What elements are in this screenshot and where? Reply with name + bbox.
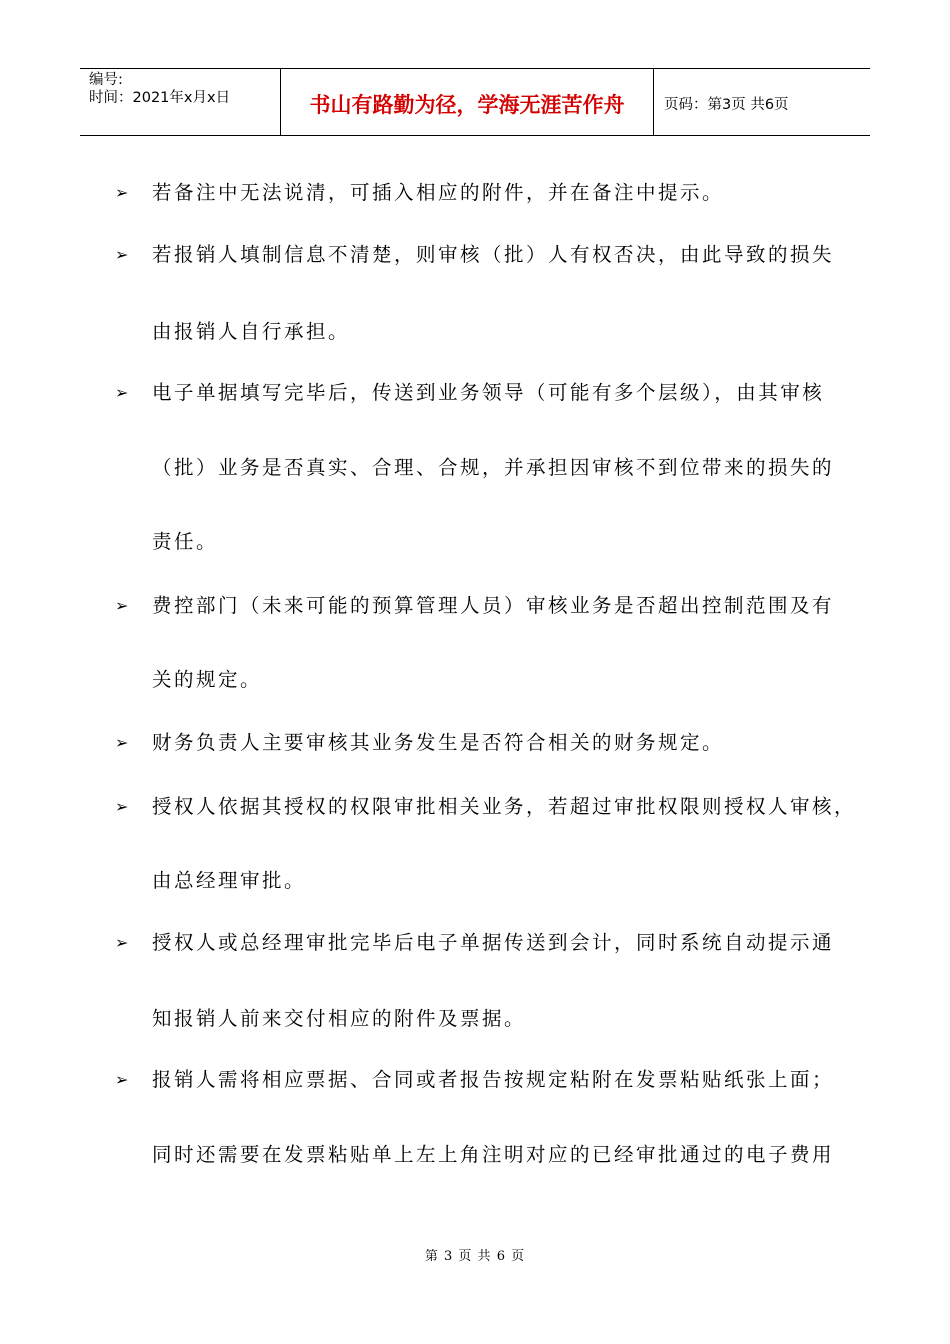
paragraph-line: 若报销人填制信息不清楚，则审核（批）人有权否决，由此导致的损失 (152, 243, 835, 266)
paragraph-line: 由总经理审批。 (152, 869, 307, 892)
paragraph-line: （批）业务是否真实、合理、合规，并承担因审核不到位带来的损失的 (152, 456, 835, 479)
time-label: 时间：2021年x月x日 (89, 90, 231, 106)
paragraph-line: 授权人依据其授权的权限审批相关业务，若超过审批权限则授权人审核， (152, 795, 857, 818)
number-label: 编号: (89, 72, 123, 88)
paragraph-line: 电子单据填写完毕后，传送到业务领导（可能有多个层级），由其审核 (152, 381, 825, 404)
paragraph-line: 关的规定。 (152, 668, 263, 691)
paragraph-line: 若备注中无法说清，可插入相应的附件，并在备注中提示。 (152, 181, 725, 204)
paragraph-line: 财务负责人主要审核其业务发生是否符合相关的财务规定。 (152, 731, 725, 754)
bullet-icon: ➢ (115, 183, 129, 202)
page-info-cell (654, 69, 870, 135)
bullet-icon: ➢ (115, 933, 129, 952)
motto-text: 书山有路勤为径，学海无涯苦作舟 (309, 93, 625, 117)
bullet-icon: ➢ (115, 797, 129, 816)
motto-cell (281, 69, 654, 135)
paragraph-line: 费控部门（未来可能的预算管理人员）审核业务是否超出控制范围及有 (152, 594, 835, 617)
paragraph-line: 报销人需将相应票据、合同或者报告按规定粘附在发票粘贴纸张上面； (152, 1068, 835, 1091)
page-info-text: 页码：第3页 共6页 (664, 96, 789, 113)
paragraph-line: 同时还需要在发票粘贴单上左上角注明对应的已经审批通过的电子费用 (152, 1143, 835, 1166)
page-footer (0, 1245, 950, 1264)
paragraph-line: 由报销人自行承担。 (152, 320, 351, 343)
paragraph-line: 知报销人前来交付相应的附件及票据。 (152, 1007, 527, 1030)
paragraph-line: 责任。 (152, 530, 219, 553)
bullet-icon: ➢ (115, 733, 129, 752)
bullet-icon: ➢ (115, 383, 129, 402)
footer-page-number: 第 3 页 共 6 页 (424, 1249, 526, 1264)
bullet-icon: ➢ (115, 245, 129, 264)
header-table (80, 68, 870, 136)
bullet-icon: ➢ (115, 1070, 129, 1089)
bullet-icon: ➢ (115, 596, 129, 615)
header-meta-cell (80, 69, 281, 135)
paragraph-line: 授权人或总经理审批完毕后电子单据传送到会计，同时系统自动提示通 (152, 931, 835, 954)
